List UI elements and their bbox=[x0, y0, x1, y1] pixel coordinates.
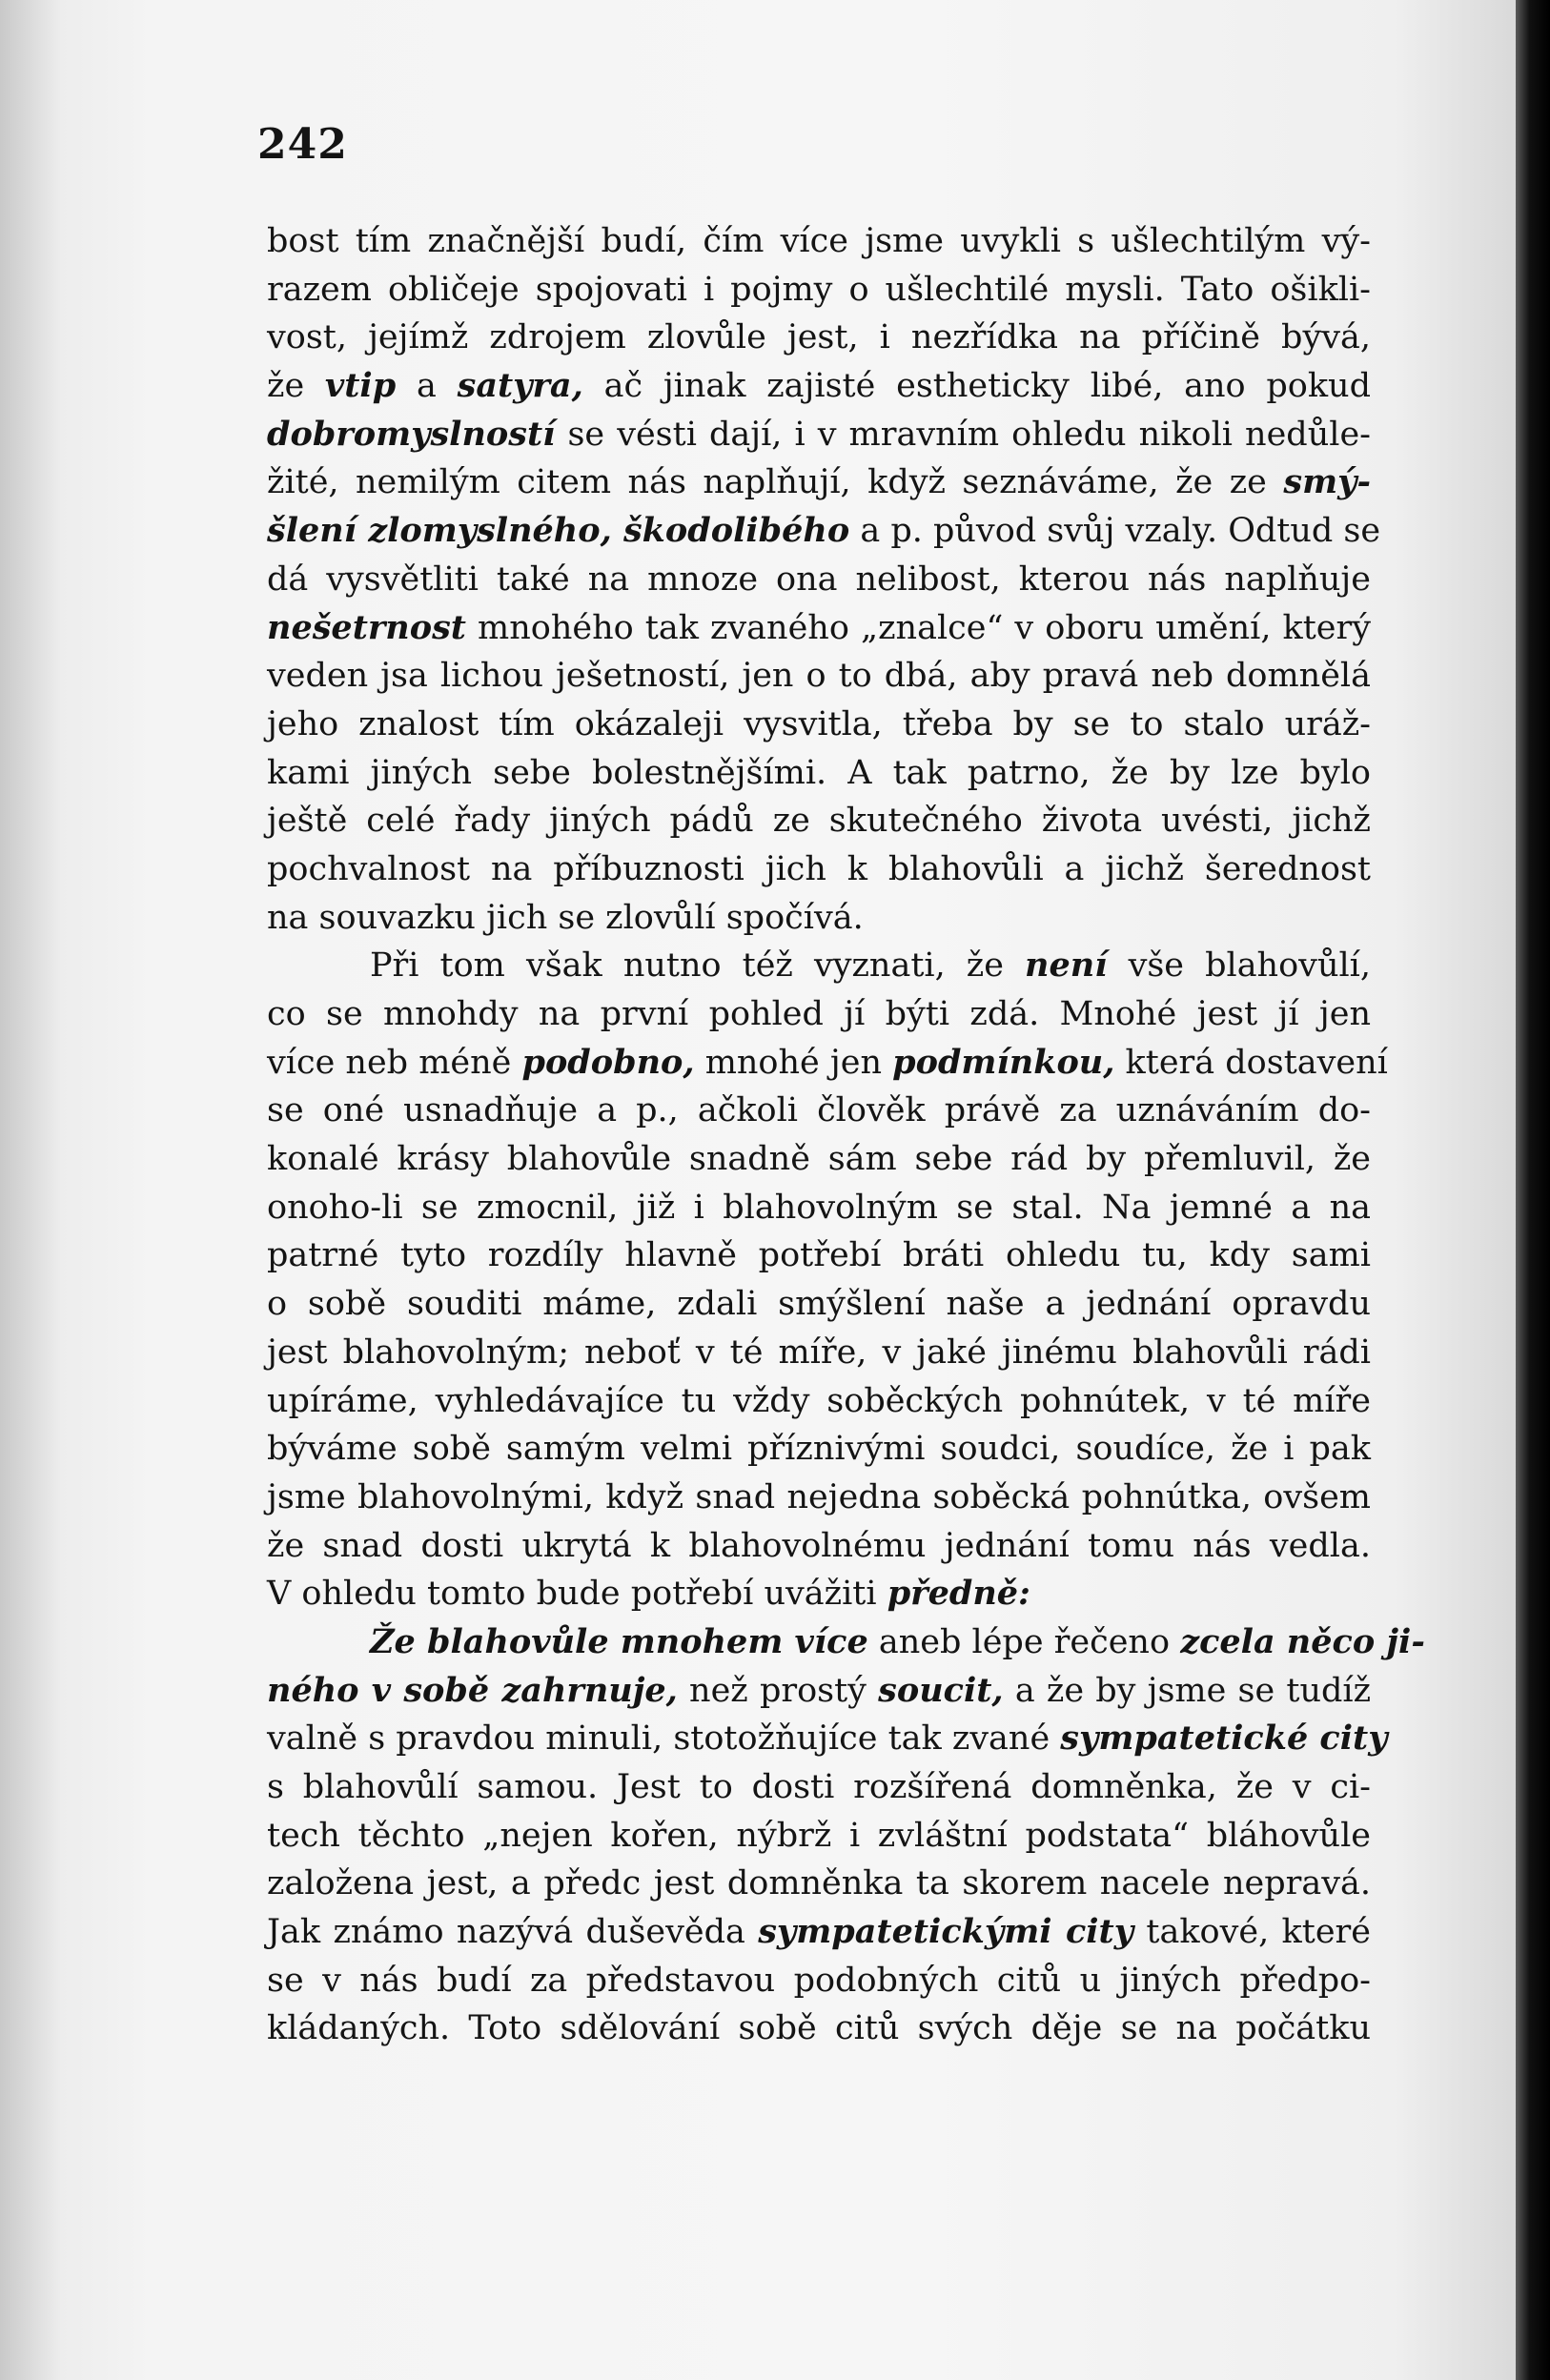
emphasized-text: soucit, bbox=[878, 1670, 1004, 1710]
emphasized-text: podobno, bbox=[521, 1042, 695, 1082]
text-line bbox=[267, 1087, 1371, 1135]
text-line bbox=[267, 1377, 1371, 1426]
text-segment: valně s pravdou minuli, stotožňujíce tak zvané bbox=[267, 1719, 1061, 1759]
text-line bbox=[267, 1763, 1371, 1812]
text-segment: bost tím značnější budí, čím více jsme uvykli s ušlechtilým vý- bbox=[267, 222, 1371, 260]
text-segment: ještě celé řady jiných pádů ze skutečného života uvésti, jichž bbox=[267, 802, 1371, 841]
text-line bbox=[267, 217, 1371, 266]
text-segment: se v nás budí za představou podobných citů u jiných předpo- bbox=[267, 1961, 1371, 2000]
text-segment: že bbox=[267, 367, 325, 406]
text-line bbox=[267, 266, 1371, 315]
text-line bbox=[267, 652, 1371, 701]
text-line bbox=[267, 314, 1371, 362]
text-segment: o sobě souditi máme, zdali smýšlení naše a jednání opravdu bbox=[267, 1285, 1371, 1324]
text-line bbox=[267, 942, 1371, 990]
emphasized-text: dobromyslností bbox=[267, 414, 556, 454]
text-line bbox=[267, 362, 1371, 411]
text-segment: se vésti dají, i v mravním ohledu nikoli nedůle- bbox=[555, 415, 1371, 454]
text-line bbox=[267, 1135, 1371, 1184]
text-line bbox=[267, 411, 1371, 459]
scan-edge bbox=[1516, 0, 1550, 2380]
text-segment: a p. původ svůj vzaly. Odtud se bbox=[849, 512, 1381, 551]
text-segment: kami jiných sebe bolestnějšími. A tak patrno, že by lze bylo bbox=[267, 753, 1371, 792]
emphasized-text: nešetrnost bbox=[267, 607, 466, 647]
text-line bbox=[267, 1957, 1371, 2005]
text-line bbox=[267, 1667, 1371, 1716]
text-line bbox=[267, 749, 1371, 798]
text-segment: konalé krásy blahovůle snadně sám sebe rád by přemluvil, že bbox=[267, 1140, 1371, 1179]
text-line bbox=[267, 1039, 1388, 1088]
text-line bbox=[267, 797, 1371, 845]
text-line bbox=[267, 1618, 1425, 1667]
text-segment: patrné tyto rozdíly hlavně potřebí bráti ohledu tu, kdy sami bbox=[267, 1236, 1371, 1275]
text-line bbox=[267, 1329, 1371, 1377]
text-line bbox=[267, 701, 1371, 749]
text-segment: ač jinak zajisté estheticky libé, ano pokud bbox=[582, 367, 1371, 406]
text-line bbox=[267, 1522, 1371, 1571]
text-segment: jest blahovolným; neboť v té míře, v jaké jinému blahovůli rádi bbox=[267, 1332, 1371, 1372]
text-line bbox=[267, 1715, 1388, 1763]
text-segment: žité, nemilým citem nás naplňují, když seznáváme, že ze bbox=[267, 463, 1284, 502]
text-segment: Při tom však nutno též vyznati, že bbox=[370, 946, 1026, 986]
emphasized-text: Že blahovůle mnohem více bbox=[370, 1621, 868, 1661]
text-segment: dá vysvětliti také na mnoze ona nelibost, kterou nás naplňuje bbox=[267, 559, 1371, 599]
text-segment: mnohé jen bbox=[694, 1043, 893, 1082]
emphasized-text: vtip bbox=[324, 366, 397, 406]
text-line bbox=[267, 1425, 1371, 1474]
text-line bbox=[267, 507, 1381, 556]
text-line bbox=[267, 1908, 1371, 1957]
page-number: 242 bbox=[257, 120, 348, 169]
text-segment: razem obličeje spojovati i pojmy o ušlechtilé mysli. Tato ošikli- bbox=[267, 270, 1371, 309]
text-segment: mnohého tak zvaného „znalce“ v oboru umění, který bbox=[465, 608, 1371, 647]
text-line bbox=[267, 1860, 1371, 1908]
emphasized-text: šlení zlomyslného, škodolibého bbox=[267, 511, 850, 551]
emphasized-text: sympatetickými city bbox=[758, 1912, 1134, 1952]
text-segment: jeho znalost tím okázaleji vysvitla, třeba by se to stalo uráž- bbox=[267, 704, 1371, 743]
text-segment: pochvalnost na příbuznosti jich k blahovůli a jichž šerednost bbox=[267, 849, 1371, 888]
text-segment: kládaných. Toto sdělování sobě citů svých děje se na počátku bbox=[267, 2009, 1371, 2048]
text-segment: na souvazku jich se zlovůlí spočívá. bbox=[267, 898, 864, 937]
text-segment: než prostý bbox=[677, 1671, 879, 1710]
text-segment: se oné usnadňuje a p., ačkoli člověk právě za uznáváním do- bbox=[267, 1091, 1371, 1130]
body-text bbox=[267, 217, 1425, 2053]
text-line bbox=[267, 1280, 1371, 1329]
text-segment: více neb méně bbox=[267, 1043, 522, 1082]
emphasized-text: ného v sobě zahrnuje, bbox=[267, 1670, 678, 1710]
text-segment: upíráme, vyhledávajíce tu vždy soběckých pohnútek, v té míře bbox=[267, 1381, 1371, 1420]
text-segment: Jak známo nazývá duševěda bbox=[267, 1913, 759, 1952]
text-segment: s blahovůlí samou. Jest to dosti rozšířená domněnka, že v ci- bbox=[267, 1768, 1371, 1806]
emphasized-text: smý- bbox=[1283, 462, 1371, 502]
text-line bbox=[267, 1570, 1371, 1618]
text-line bbox=[267, 604, 1371, 653]
text-segment: jsme blahovolnými, když snad nejedna soběcká pohnútka, ovšem bbox=[267, 1477, 1371, 1516]
emphasized-text: sympatetické city bbox=[1060, 1719, 1388, 1759]
text-segment: býváme sobě samým velmi příznivými soudci, soudíce, že i pak bbox=[267, 1430, 1371, 1469]
text-line bbox=[267, 2004, 1371, 2053]
text-line bbox=[267, 1231, 1371, 1280]
text-line bbox=[267, 990, 1371, 1039]
text-segment: a že by jsme se tudíž bbox=[1003, 1671, 1372, 1710]
emphasized-text: podmínkou, bbox=[892, 1042, 1115, 1082]
text-line bbox=[267, 894, 1371, 943]
text-line bbox=[267, 845, 1371, 894]
text-segment: takové, které bbox=[1133, 1913, 1371, 1952]
text-segment: a bbox=[396, 367, 458, 406]
text-line bbox=[267, 1184, 1371, 1232]
text-line bbox=[267, 1474, 1371, 1522]
emphasized-text: satyra, bbox=[457, 366, 583, 406]
text-segment: V ohledu tomto bude potřebí uvážiti bbox=[267, 1575, 887, 1614]
text-segment: založena jest, a předc jest domněnka ta skorem nacele nepravá. bbox=[267, 1864, 1371, 1903]
text-segment: onoho-li se zmocnil, již i blahovolným se stal. Na jemné a na bbox=[267, 1188, 1371, 1227]
text-segment: aneb lépe řečeno bbox=[867, 1622, 1181, 1661]
text-line bbox=[267, 1812, 1371, 1861]
text-line bbox=[267, 556, 1371, 604]
emphasized-text: není bbox=[1025, 946, 1108, 986]
text-segment: vost, jejímž zdrojem zlovůle jest, i nezřídka na příčině bývá, bbox=[267, 318, 1371, 357]
text-segment: která dostavení bbox=[1114, 1043, 1388, 1082]
text-segment: veden jsa lichou ješetností, jen o to dbá, aby pravá neb domnělá bbox=[267, 657, 1371, 696]
text-segment: co se mnohdy na první pohled jí býti zdá. Mnohé jest jí jen bbox=[267, 995, 1371, 1033]
emphasized-text: zcela něco ji- bbox=[1180, 1621, 1425, 1661]
text-segment: vše blahovůlí, bbox=[1107, 946, 1371, 986]
text-segment: tech těchto „nejen kořen, nýbrž i zvláštní podstata“ bláhovůle bbox=[267, 1816, 1371, 1855]
emphasized-text: předně: bbox=[887, 1574, 1030, 1614]
text-line bbox=[267, 458, 1371, 507]
text-segment: že snad dosti ukrytá k blahovolnému jednání tomu nás vedla. bbox=[267, 1526, 1371, 1565]
